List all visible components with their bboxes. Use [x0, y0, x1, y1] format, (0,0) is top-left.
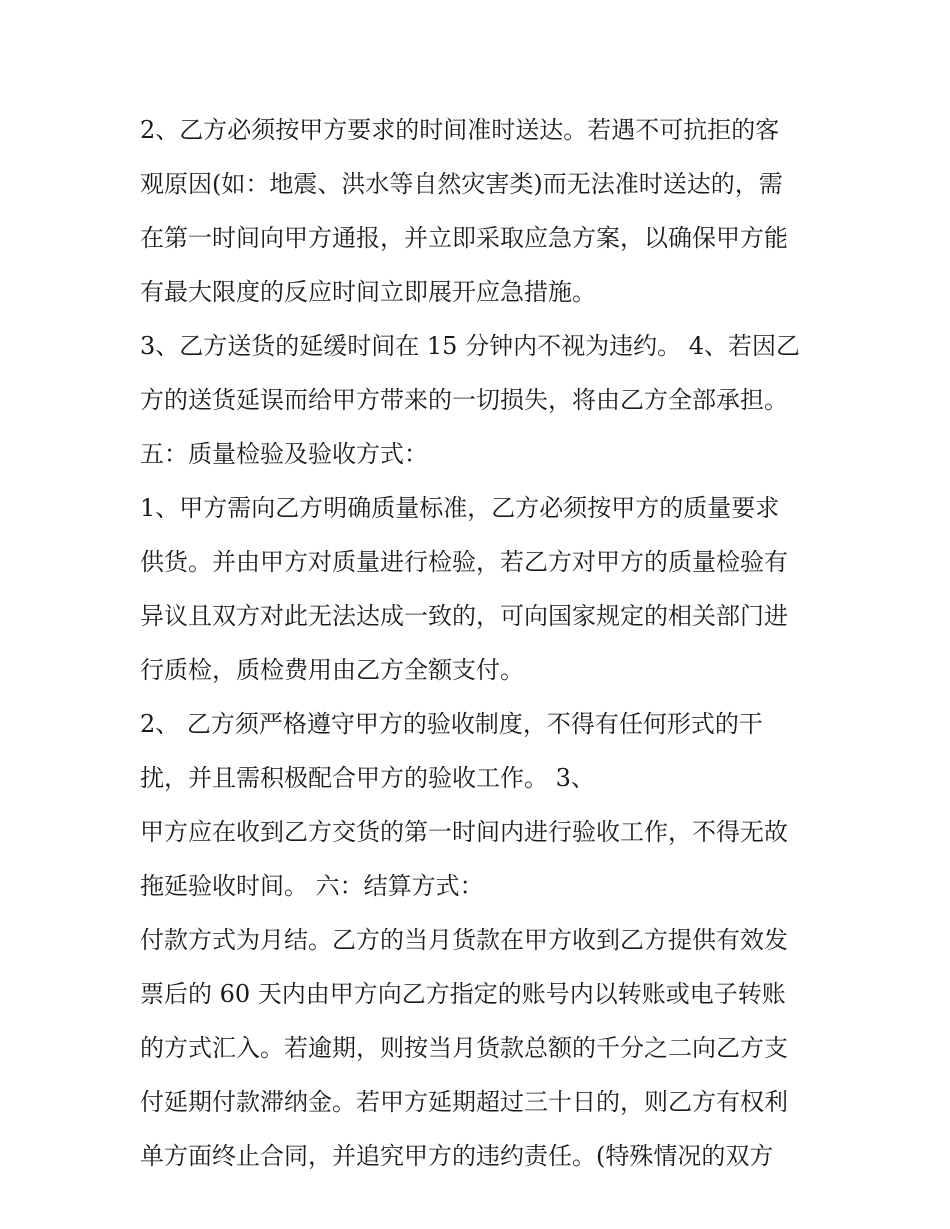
text-line: 1、甲方需向乙方明确质量标准，乙方必须按甲方的质量要求	[140, 494, 780, 522]
text-line: 3、乙方送货的延缓时间在 15 分钟内不视为违约。 4、若因乙	[140, 332, 800, 360]
text-line: 甲方应在收到乙方交货的第一时间内进行验收工作，不得无故	[140, 818, 788, 846]
text-line: 供货。并由甲方对质量进行检验，若乙方对甲方的质量检验有	[140, 548, 788, 576]
text-line: 在第一时间向甲方通报，并立即采取应急方案，以确保甲方能	[140, 224, 788, 252]
document-body	[140, 107, 830, 1187]
text-line: 观原因(如：地震、洪水等自然灾害类)而无法准时送达的，需	[140, 170, 783, 198]
text-line: 付延期付款滞纳金。若甲方延期超过三十日的，则乙方有权利	[140, 1088, 788, 1116]
section-heading: 五：质量检验及验收方式：	[140, 440, 428, 468]
text-line: 方的送货延误而给甲方带来的一切损失，将由乙方全部承担。	[140, 386, 788, 414]
text-line: 行质检，质检费用由乙方全额支付。	[140, 656, 524, 684]
text-line: 2、乙方必须按甲方要求的时间准时送达。若遇不可抗拒的客	[140, 116, 780, 144]
text-line: 单方面终止合同，并追究甲方的违约责任。(特殊情况的双方	[140, 1142, 774, 1170]
text-line: 异议且双方对此无法达成一致的，可向国家规定的相关部门进	[140, 602, 788, 630]
text-line: 2、 乙方须严格遵守甲方的验收制度，不得有任何形式的干	[140, 710, 763, 738]
text-line: 付款方式为月结。乙方的当月货款在甲方收到乙方提供有效发	[140, 926, 788, 954]
text-line: 票后的 60 天内由甲方向乙方指定的账号内以转账或电子转账	[140, 980, 786, 1008]
text-line: 的方式汇入。若逾期，则按当月货款总额的千分之二向乙方支	[140, 1034, 788, 1062]
text-line: 拖延验收时间。 六：结算方式：	[140, 872, 484, 900]
text-line: 有最大限度的反应时间立即展开应急措施。	[140, 278, 596, 306]
text-line: 扰，并且需积极配合甲方的验收工作。 3、	[140, 764, 595, 792]
